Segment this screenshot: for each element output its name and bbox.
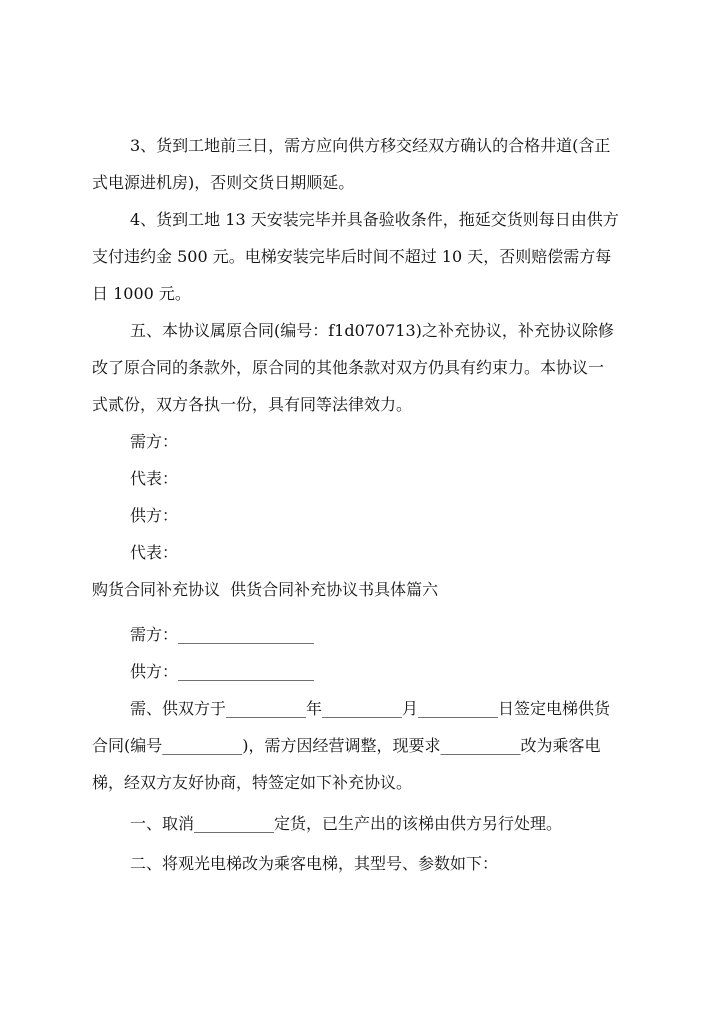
signature-supplier: 供方： [130, 506, 179, 525]
signature-supplier-rep: 代表： [130, 543, 179, 562]
clause-4-line-1: 4、货到工地 13 天安装完毕并具备验收条件，拖延交货则每日由供方 [130, 210, 619, 229]
clause-3-line-1: 3、货到工地前三日，需方应向供方移交经双方确认的合格井道(含正 [130, 136, 611, 155]
clause-4-line-2: 支付违约金 500 元。电梯安装完毕后时间不超过 10 天，否则赔偿需方每 [92, 247, 612, 266]
body-para-1-line-1: 需、供双方于__________年__________月__________日签定电梯供货 [130, 699, 611, 718]
body-clause-2: 二、将观光电梯改为乘客电梯，其型号、参数如下： [130, 854, 499, 873]
signature-demander: 需方： [130, 432, 179, 451]
party-demander: 需方：_________________ [130, 625, 315, 644]
body-clause-1: 一、取消__________定货，已生产出的该梯由供方另行处理。 [130, 814, 563, 833]
party-supplier: 供方：_________________ [130, 662, 315, 681]
clause-5-line-2: 改了原合同的条款外，原合同的其他条款对双方仍具有约束力。本协议一 [92, 358, 605, 377]
body-para-1-line-3: 梯，经双方友好协商，特签定如下补充协议。 [92, 773, 413, 792]
signature-demander-rep: 代表： [130, 469, 179, 488]
clause-3-line-2: 式电源进机房)，否则交货日期顺延。 [92, 173, 355, 192]
clause-4-line-3: 日 1000 元。 [92, 284, 191, 303]
section-title: 购货合同补充协议 供货合同补充协议书具体篇六 [92, 580, 439, 599]
body-para-1-line-2: 合同(编号__________)，需方因经营调整，现要求__________改为乘客电 [92, 736, 601, 755]
clause-5-line-1: 五、本协议属原合同(编号：f1d070713)之补充协议，补充协议除修 [130, 321, 614, 340]
clause-5-line-3: 式贰份，双方各执一份，具有同等法律效力。 [92, 395, 413, 414]
